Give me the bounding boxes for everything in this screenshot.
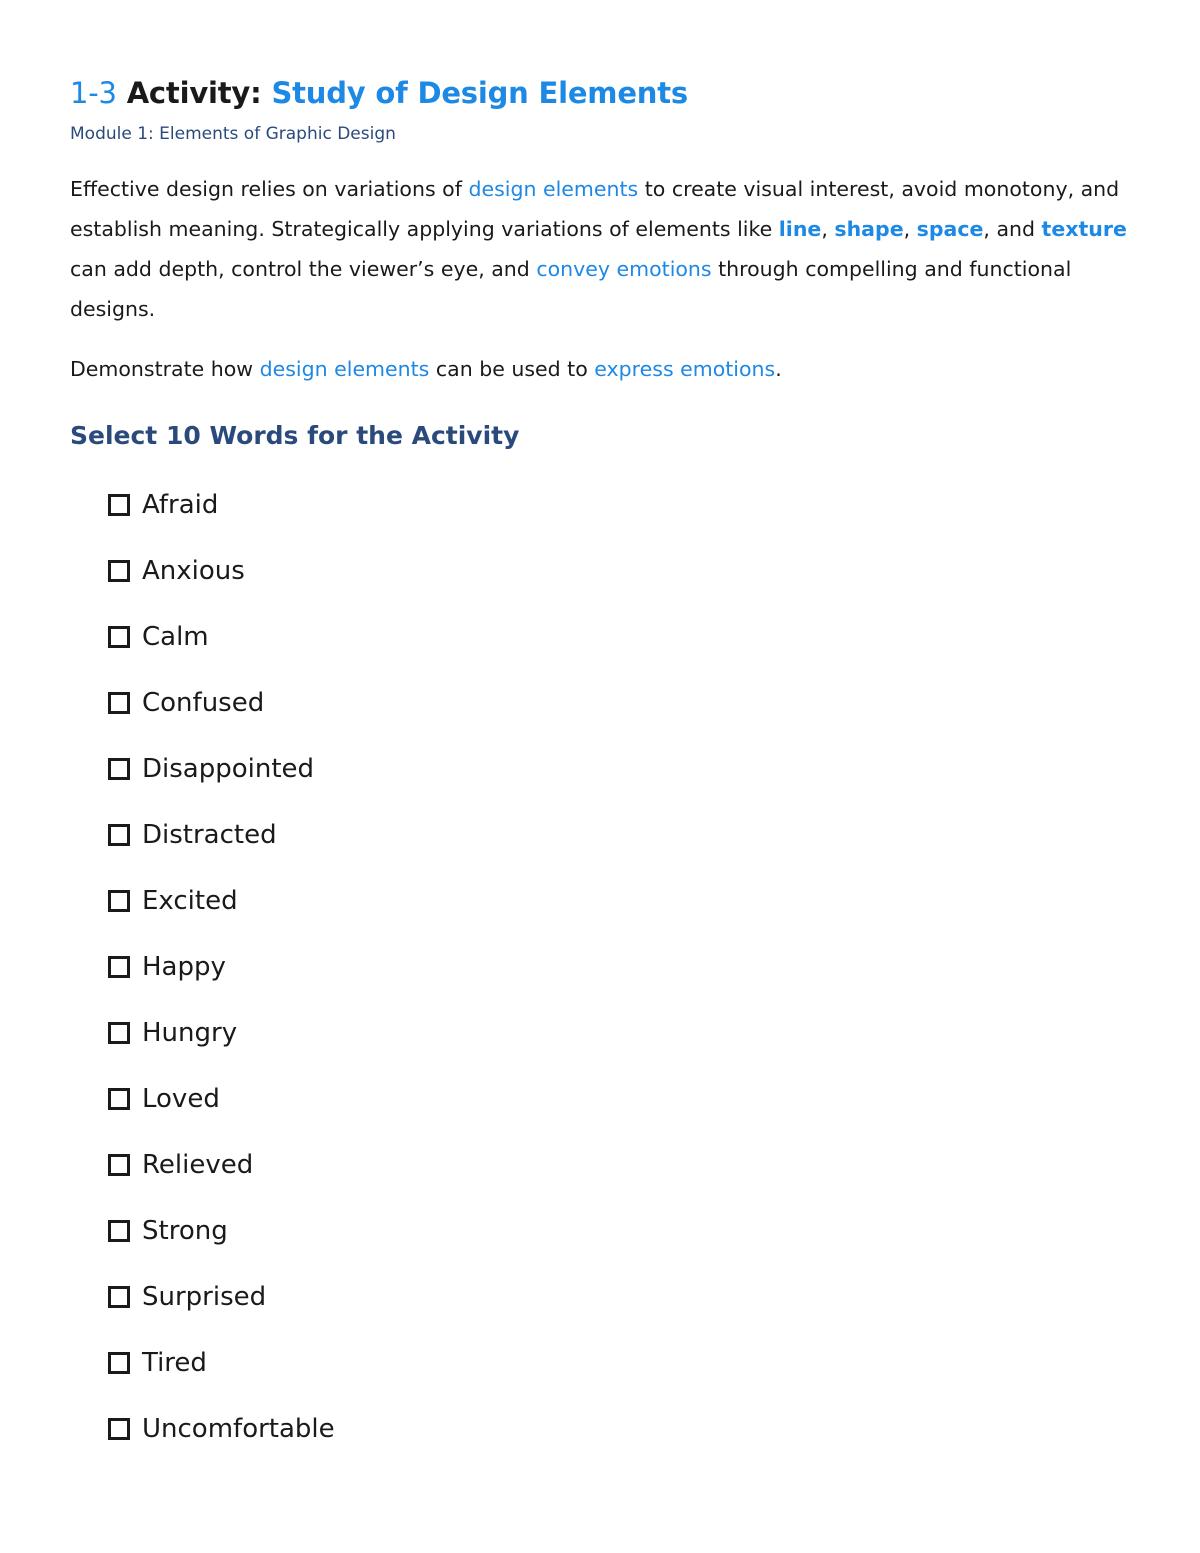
word-checklist (108, 472, 335, 1462)
link-texture[interactable]: texture (1041, 217, 1127, 241)
word-label: Relieved (142, 1150, 254, 1180)
word-item-excited[interactable] (108, 868, 335, 934)
word-label: Surprised (142, 1282, 267, 1312)
demo-text-1: Demonstrate how (70, 357, 260, 381)
link-convey-emotions[interactable]: convey emotions (536, 257, 712, 281)
intro-paragraph (70, 169, 1145, 329)
word-item-relieved[interactable] (108, 1132, 335, 1198)
word-item-calm[interactable] (108, 604, 335, 670)
word-item-distracted[interactable] (108, 802, 335, 868)
word-item-loved[interactable] (108, 1066, 335, 1132)
checkbox-icon[interactable] (108, 692, 130, 714)
intro-text-1: Effective design relies on variations of (70, 177, 469, 201)
checkbox-icon[interactable] (108, 494, 130, 516)
word-item-strong[interactable] (108, 1198, 335, 1264)
word-item-confused[interactable] (108, 670, 335, 736)
intro-text-2: to create visual interest, avoid monotony, and establish meaning. Strategically applying variations of elements like (70, 177, 1120, 241)
intro-text-4: can add depth, control the viewer’s eye, and (70, 257, 537, 281)
checkbox-icon[interactable] (108, 626, 130, 648)
word-label: Distracted (142, 820, 277, 850)
word-item-hungry[interactable] (108, 1000, 335, 1066)
checkbox-icon[interactable] (108, 1418, 130, 1440)
link-design-elements-2[interactable]: design elements (259, 357, 430, 381)
checkbox-icon[interactable] (108, 1352, 130, 1374)
word-label: Loved (142, 1084, 220, 1114)
word-label: Calm (142, 622, 209, 652)
link-design-elements[interactable]: design elements (468, 177, 639, 201)
word-label: Excited (142, 886, 238, 916)
checkbox-icon[interactable] (108, 560, 130, 582)
word-label: Hungry (142, 1018, 238, 1048)
word-label: Disappointed (142, 754, 315, 784)
word-item-happy[interactable] (108, 934, 335, 1000)
word-item-tired[interactable] (108, 1330, 335, 1396)
checkbox-icon[interactable] (108, 890, 130, 912)
checkbox-icon[interactable] (108, 1088, 130, 1110)
intro-comma-2: , (903, 217, 917, 241)
word-item-surprised[interactable] (108, 1264, 335, 1330)
word-item-uncomfortable[interactable] (108, 1396, 335, 1462)
title-number: 1-3 (70, 76, 117, 110)
title-activity-name: Study of Design Elements (271, 76, 688, 110)
word-label: Anxious (142, 556, 245, 586)
checkbox-icon[interactable] (108, 1154, 130, 1176)
link-line[interactable]: line (778, 217, 822, 241)
checkbox-icon[interactable] (108, 1220, 130, 1242)
checkbox-icon[interactable] (108, 956, 130, 978)
word-label: Strong (142, 1216, 228, 1246)
module-subtitle: Module 1: Elements of Graphic Design (70, 124, 396, 144)
demo-text-3: . (775, 357, 782, 381)
checkbox-icon[interactable] (108, 1022, 130, 1044)
intro-text-5: through compelling and functional designs. (70, 257, 1072, 321)
word-item-anxious[interactable] (108, 538, 335, 604)
word-label: Confused (142, 688, 265, 718)
word-item-disappointed[interactable] (108, 736, 335, 802)
section-heading: Select 10 Words for the Activity (70, 421, 520, 450)
demonstrate-paragraph (70, 349, 782, 389)
word-label: Afraid (142, 490, 219, 520)
link-shape[interactable]: shape (834, 217, 904, 241)
intro-text-3: , and (983, 217, 1042, 241)
checkbox-icon[interactable] (108, 758, 130, 780)
title-activity-label: Activity: (126, 76, 262, 110)
page-title (70, 72, 688, 114)
link-space[interactable]: space (916, 217, 984, 241)
word-label: Tired (142, 1348, 207, 1378)
link-express-emotions[interactable]: express emotions (594, 357, 776, 381)
checkbox-icon[interactable] (108, 824, 130, 846)
word-item-afraid[interactable] (108, 472, 335, 538)
checkbox-icon[interactable] (108, 1286, 130, 1308)
word-label: Happy (142, 952, 226, 982)
word-label: Uncomfortable (142, 1414, 335, 1444)
demo-text-2: can be used to (429, 357, 595, 381)
intro-comma-1: , (821, 217, 835, 241)
